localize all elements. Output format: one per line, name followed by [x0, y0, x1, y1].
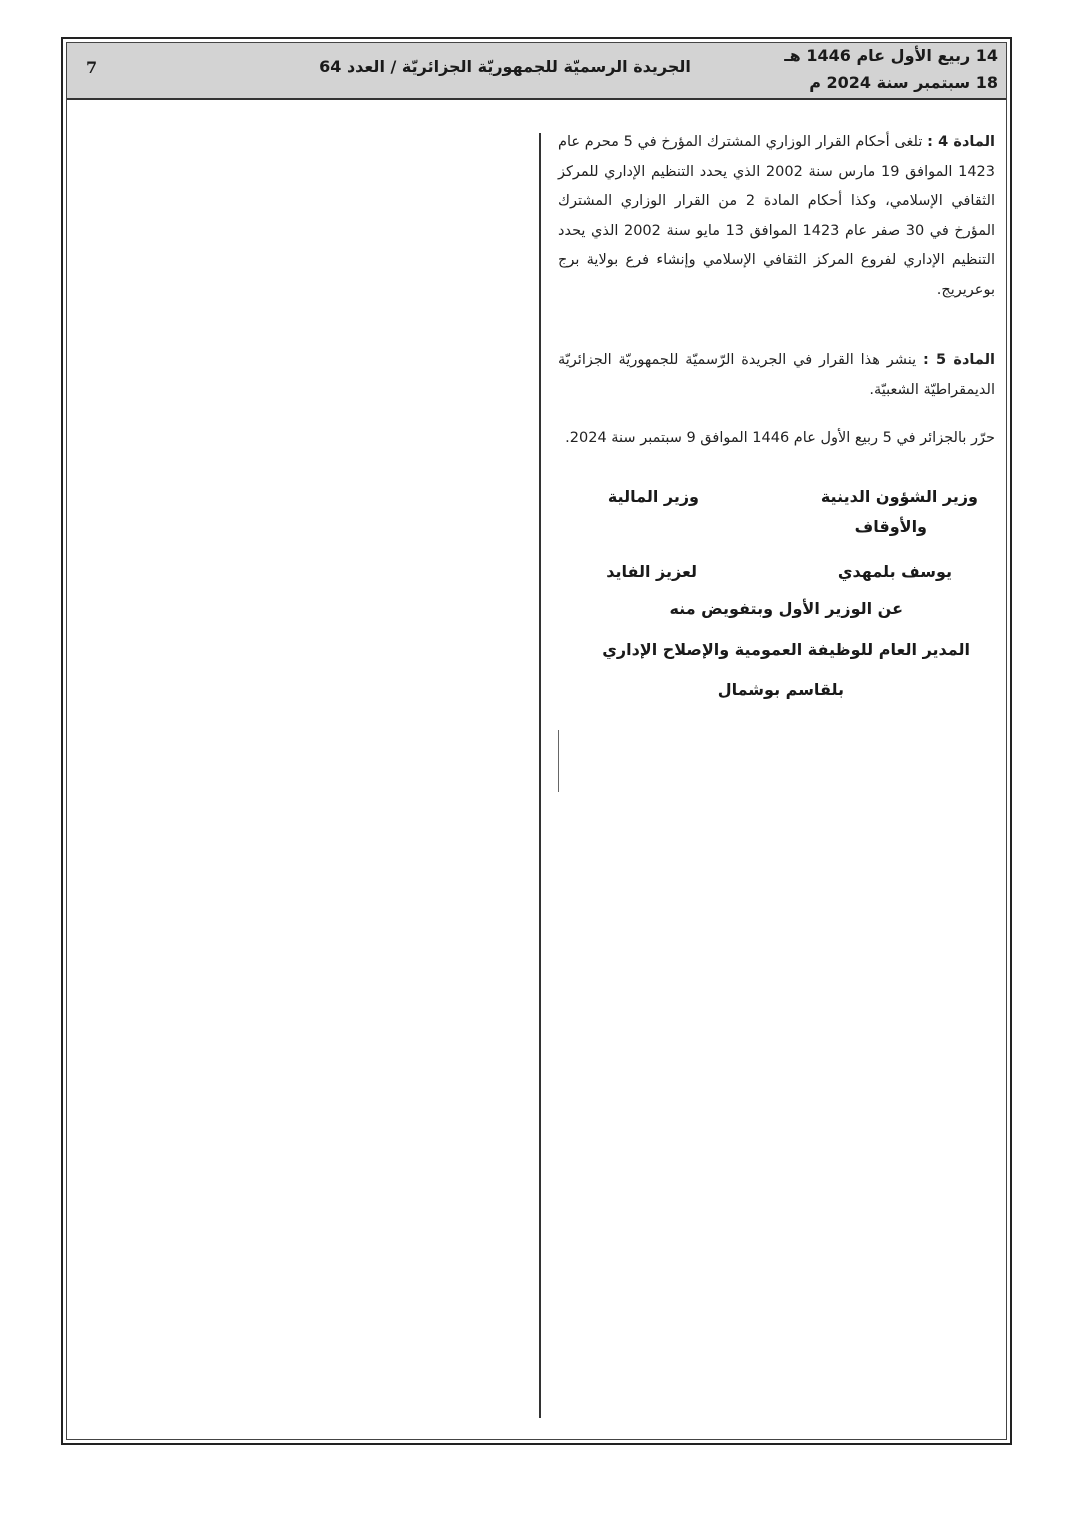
article-5: [558, 346, 995, 405]
hijri-date: 14 ربيع الأول عام 1446 هـ: [784, 46, 998, 65]
minister-finance-name: لعزيز الفايد: [606, 562, 697, 581]
minister-religious-affairs-title-line2: والأوقاف: [854, 517, 927, 536]
article-5-label: المادة 5 :: [922, 352, 995, 368]
minister-religious-affairs-title: وزير الشؤون الدينية: [820, 487, 978, 506]
minister-religious-affairs-name: يوسف بلمهدي: [837, 562, 952, 581]
article-5-text: ينشر هذا القرار في الجريدة الرّسميّة للجمهوريّة الجزائريّة الديمقراطيّة الشعبيّة.: [558, 352, 995, 398]
director-general-title: المدير العام للوظيفة العمومية والإصلاح الإداري: [602, 640, 970, 659]
signing-statement: حرّر بالجزائر في 5 ربيع الأول عام 1446 الموافق 9 سبتمبر سنة 2024.: [565, 430, 995, 446]
column-divider: [539, 133, 541, 1418]
article-4-text: تلغى أحكام القرار الوزاري المشترك المؤرخ في 5 محرم عام 1423 الموافق 19 مارس سنة 2002 الذي يحدد التنظيم الإداري للمركز الثقافي الإسلامي، وكذا أحكام المادة 2 من القرار الوزاري المشترك المؤرخ في 30 صفر عام 1423 الموافق 13 مايو سنة 2002 الذي يحدد التنظيم الإداري لفروع المركز الثقافي الإسلامي وإنشاء فرع بولاية برج بوعريريج.: [558, 134, 996, 298]
page-number: 7: [86, 58, 98, 77]
article-4: [558, 128, 995, 305]
director-general-name: بلقاسم بوشمال: [717, 680, 844, 699]
journal-title: الجريدة الرسميّة للجمهوريّة الجزائريّة / العدد 64: [319, 57, 691, 76]
delegation-statement: عن الوزير الأول وبتفويض منه: [669, 599, 903, 618]
column-margin-mark: [558, 730, 559, 792]
article-4-label: المادة 4 :: [927, 134, 995, 150]
minister-finance-title: وزير المالية: [607, 487, 699, 506]
gregorian-date: 18 سبتمبر سنة 2024 م: [809, 73, 998, 92]
